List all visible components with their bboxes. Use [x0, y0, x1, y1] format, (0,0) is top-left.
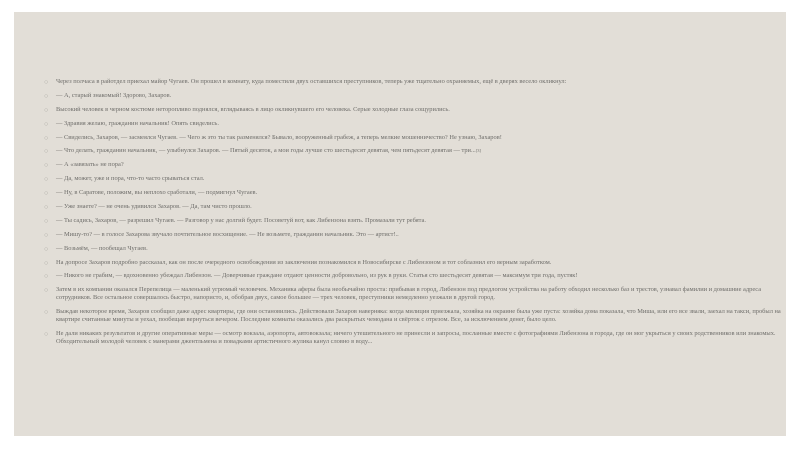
paragraph-text: — Ты садись, Захаров, — разрешил Чугаев. — Разговор у нас долгий будет. Посоветуй вот, как Либензона взять. Промазали тут ребята. [56, 216, 426, 224]
paragraph-text: Не дали никаких результатов и другие оперативные меры — осмотр вокзала, аэропорта, автовокзала; ничего утешительного не принесли и запросы, посланные вместе с фотографиями Либензона в города, где он мог укрыться у своих родственников или знакомых. Обходительный молодой человек с манерами джентльмена и повадками артистичного жулика канул словно в воду... [56, 330, 776, 346]
list-item [40, 330, 792, 346]
list-item [40, 286, 792, 302]
bullet-icon: ○ [44, 330, 49, 339]
paragraph-text: — Мишу-то? — в голосе Захарова звучало почтительное восхищение. — Не возьмете, гражданин начальник. Это — артист!.. [56, 230, 399, 238]
paragraph-text: — Уже знаете? — не очень удивился Захаров. — Да, там чисто прошло. [56, 203, 252, 211]
text-list [40, 78, 792, 358]
paragraph-text: — А «завязать» не пора? [56, 161, 124, 169]
bullet-icon: ○ [44, 230, 49, 239]
list-item [40, 161, 792, 169]
bullet-icon: ○ [44, 258, 49, 267]
bullet-icon: ○ [44, 119, 49, 128]
bullet-icon: ○ [44, 216, 49, 225]
paragraph-text: — Да, может, уже и пора, что-то часто срываться стал. [56, 175, 205, 183]
bullet-icon: ○ [44, 133, 49, 142]
paragraph-text: На допросе Захаров подробно рассказал, как он после очередного освобождения из заключения познакомился в Новосибирске с Либензоном и тот соблазнил его верным заработком. [56, 258, 552, 266]
paragraph-text: — Ну, в Саратове, положим, вы неплохо сработали, — подмигнул Чугаев. [56, 189, 258, 197]
bullet-icon: ○ [44, 189, 49, 198]
list-item [40, 147, 792, 155]
bullet-icon: ○ [44, 244, 49, 253]
list-item [40, 134, 792, 142]
bullet-icon: ○ [44, 147, 49, 156]
paragraph-text: — Никого не грабим, — вдохновенно убеждал Либензон. — Доверчивые граждане отдают ценности добровольно, из рук в руки. Статья сто шестьдесят девятая — максимум три года, пустяк! [56, 272, 578, 280]
list-item [40, 78, 792, 86]
paragraph-text: — Возьмём, — пообещал Чугаев. [56, 244, 148, 252]
bullet-icon: ○ [44, 78, 49, 86]
list-item [40, 245, 792, 253]
bullet-icon: ○ [44, 272, 49, 281]
list-item [40, 120, 792, 128]
bullet-icon: ○ [44, 203, 49, 212]
bullet-icon: ○ [44, 308, 49, 317]
list-item [40, 203, 792, 211]
list-item [40, 106, 792, 114]
list-item [40, 272, 792, 280]
paragraph-text: — Здравия желаю, гражданин начальник! Опять свиделись. [56, 119, 219, 127]
list-item [40, 189, 792, 197]
list-item [40, 308, 792, 324]
paragraph-text: Высокий человек в черном костюме неторопливо поднялся, вглядываясь в лицо окликнувшего его человека. Серые холодные глаза сощурились. [56, 105, 450, 113]
bullet-icon: ○ [44, 286, 49, 295]
bullet-icon: ○ [44, 91, 49, 100]
paragraph-text: Выждав некоторое время, Захаров сообщил даже адрес квартиры, где они остановились. Действовали Захаров наверняка: когда милиция приезжала, хозяйка на окраине была уже пуста: хозяйка дома показала, что Миша, или его все звали, заехал на такси, пробыл на квартире считанные минуты и уехал, пообещав вернуться вечером. Последние комнаты оказались два раскрытых чемодана и свёрток с отрезом. Все, за исключением денег, было цело. [56, 308, 781, 324]
list-item [40, 217, 792, 225]
list-item [40, 175, 792, 183]
footnote-mark: [3] [475, 148, 482, 154]
list-item [40, 259, 792, 267]
paragraph-text: Через полчаса в райотдел приехал майор Чугаев. Он прошел в комнату, куда поместили двух оставшихся преступников, теперь уже тщательно охраняемых, ещё в дверях весело окликнул: [56, 78, 567, 85]
bullet-icon: ○ [44, 175, 49, 184]
bullet-icon: ○ [44, 105, 49, 114]
list-item [40, 92, 792, 100]
paragraph-text: — Свиделись, Захаров, — засмеялся Чугаев. — Чего ж это ты так разменялся? Бывало, вооруженный грабеж, а теперь мелкие мошенничество? Не узнаю, Захаров! [56, 133, 502, 141]
bullet-icon: ○ [44, 161, 49, 170]
paragraph-text: — Что делать, гражданин начальник, — улыбнулся Захаров. — Пятый десяток, а мои годы лучше сто шестьдесят девятая, чем пятьдесят девятая — три... [56, 147, 476, 155]
paragraph-text: Затем в их компании оказался Перепелица — маленький угрюмый человечек. Механика аферы была необычайно проста: прибывая в город, Либензон под предлогом устройства на работу обходил несколько баз и трестов, узнавал фамилии и домашние адреса сотрудников. Все остальное совершалось быстро, напористо, и, обобрав двух, самое большее — трех человек, преступники немедленно уезжали в другой город. [56, 286, 762, 302]
list-item [40, 231, 792, 239]
paragraph-text: — А, старый знакомый! Здорово, Захаров. [56, 91, 172, 99]
